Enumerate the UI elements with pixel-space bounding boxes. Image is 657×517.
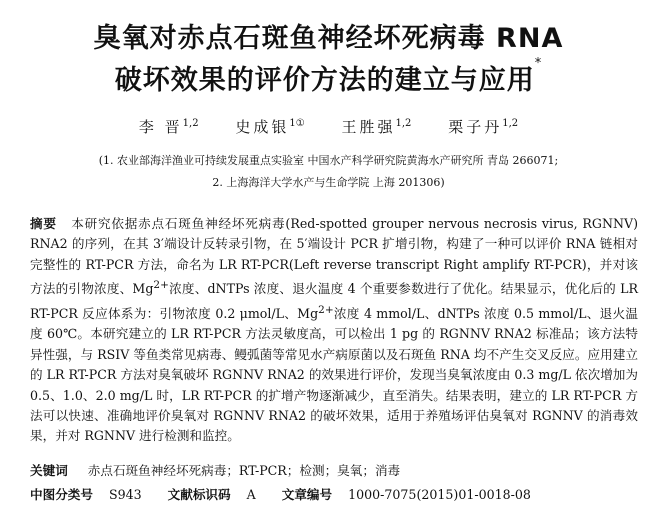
article-number-label: 文章编号 <box>281 487 333 502</box>
author-name: 栗子丹 <box>448 118 503 136</box>
author-affiliation-mark: 1① <box>289 118 305 129</box>
article-number-value: 1000-7075(2015)01-0018-08 <box>348 487 531 502</box>
abstract-superscript: 2+ <box>153 279 169 292</box>
clc-value: S943 <box>108 487 142 502</box>
keywords-label: 关键词 <box>30 463 68 478</box>
author-name: 史成银 <box>235 118 290 136</box>
document-code-label: 文献标识码 <box>167 487 231 502</box>
clc-label: 中图分类号 <box>30 487 93 502</box>
paper-title-line-1: 臭氧对赤点石斑鱼神经坏死病毒 RNA <box>93 23 564 54</box>
abstract-text-2: 浓度、dNTPs 浓度、退火温度 4 个重要参数进行了优化。结果显示，优化后的 LR RT-PCR 反应体系为：引物浓度 0.2 μmol/L、Mg <box>30 281 638 321</box>
affiliation-line-1: (1. 农业部海洋渔业可持续发展重点实验室 中国水产科学研究院黄海水产研究所 青岛 266071; <box>98 154 559 167</box>
author <box>448 118 518 136</box>
abstract-label: 摘要 <box>30 216 57 231</box>
keywords <box>30 460 638 479</box>
author-list <box>0 116 657 137</box>
paper-title-text: 破坏效果的评价方法的建立与应用 <box>114 65 535 96</box>
title-footnote-mark: * <box>534 56 543 71</box>
abstract-superscript: 2+ <box>318 303 334 316</box>
author-name: 李 晋 <box>138 118 183 136</box>
abstract-text-1: 本研究依据赤点石斑鱼神经坏死病毒(Red-spotted grouper nervous necrosis virus, RGNNV) RNA2 的序列，在其 3′端设计反转录引物，在 5′端设计 PCR 扩增引物，构建了一种可以评价 RNA 链相对完整性的 RT-PCR 方法，命名为 LR RT-PCR(Left reverse transcript Right amplify RT-PCR)，并对该方法的引物浓度、Mg <box>30 216 639 297</box>
author-name: 王胜强 <box>341 118 396 136</box>
keywords-value: 赤点石斑鱼神经坏死病毒；RT-PCR；检测；臭氧；消毒 <box>87 463 401 478</box>
author-affiliation-mark: 1,2 <box>395 118 412 129</box>
author <box>139 118 199 136</box>
abstract <box>30 214 638 447</box>
author-affiliation-mark: 1,2 <box>502 118 519 129</box>
paper-title-line-2 <box>0 58 657 97</box>
classification-line <box>30 484 638 503</box>
author <box>235 118 304 136</box>
document-code-value: A <box>246 487 256 502</box>
abstract-text-3: 浓度 4 mmol/L、dNTPs 浓度 0.5 mmol/L、退火温度 60℃。本研究建立的 LR RT-PCR 方法灵敏度高，可以检出 1 pg 的 RGNNV RNA2 标准品；该方法特异性强，与 RSIV 等鱼类常见病毒、鳗弧菌等常见水产病原菌以及石斑鱼 RNA 均不产生交叉反应。应用建立的 LR RT-PCR 方法对臭氧破坏 RGNNV RNA2 的效果进行评价，发现当臭氧浓度由 0.3 mg/L 依次增加为 0.5、1.0、2.0 mg/L 时，LR RT-PCR 的扩增产物逐渐减少，直至消失。结果表明，建立的 LR RT-PCR 方法可以快速、准确地评价臭氧对 RGNNV RNA2 的破坏效果，适用于养殖场评估臭氧对 RGNNV 的消毒效果，并对 RGNNV 进行检测和监控。 <box>30 306 638 444</box>
abstract-paragraph <box>30 214 638 447</box>
affiliation-line-2: 2. 上海海洋大学水产与生命学院 上海 201306) <box>212 176 445 189</box>
author-affiliation-mark: 1,2 <box>182 118 199 129</box>
author <box>341 118 411 136</box>
